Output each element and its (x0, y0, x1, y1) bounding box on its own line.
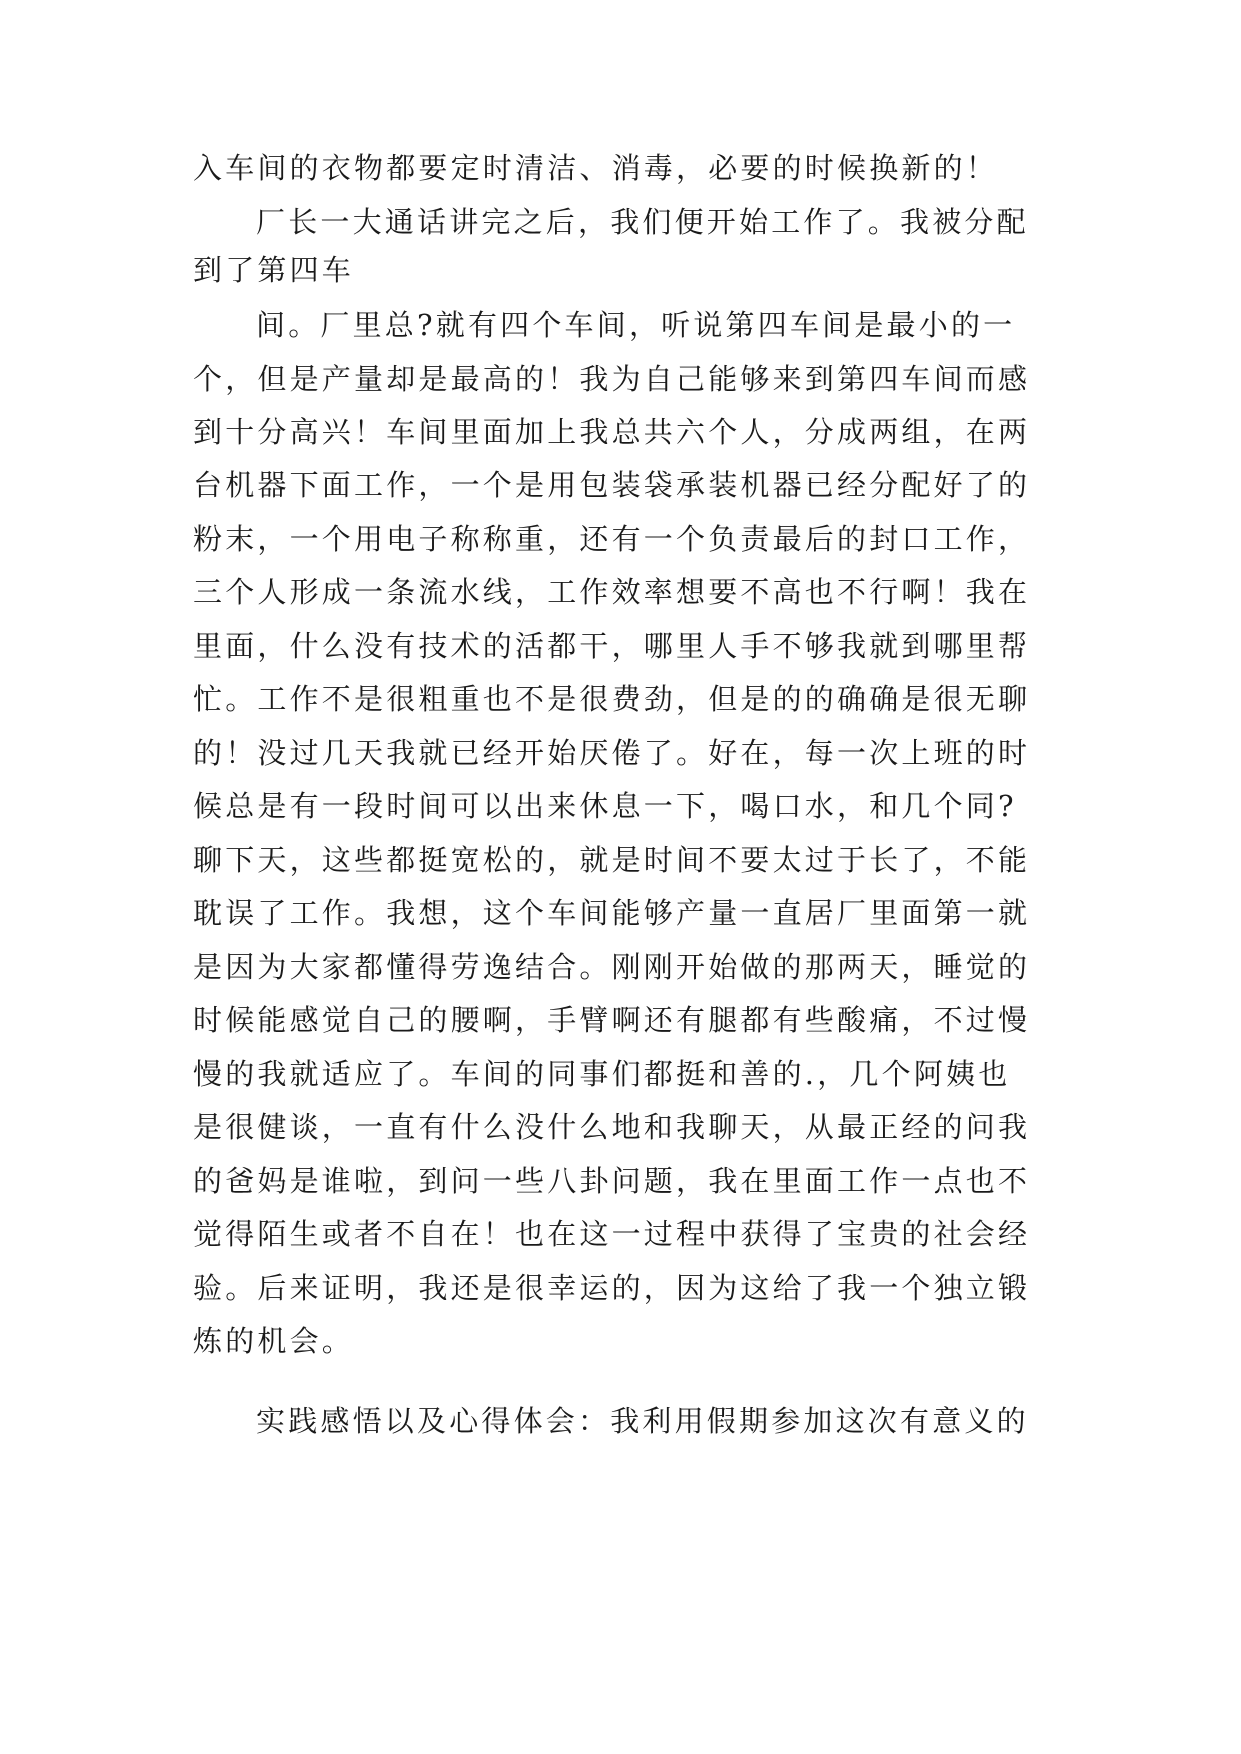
text-line: 炼的机会。 (193, 1324, 355, 1358)
text-line: 觉得陌生或者不自在！也在这一过程中获得了宝贵的社会经 (193, 1217, 1031, 1251)
text-line: 验。后来证明，我还是很幸运的，因为这给了我一个独立锻 (193, 1271, 1031, 1305)
text-line: 慢的我就适应了。车间的同事们都挺和善的.，几个阿姨也 (193, 1057, 1011, 1091)
text-line: 台机器下面工作，一个是用包装袋承装机器已经分配好了的 (193, 468, 1031, 502)
text-line: 粉末，一个用电子称称重，还有一个负责最后的封口工作， (193, 522, 1031, 556)
text-line: 里面，什么没有技术的活都干，哪里人手不够我就到哪里帮 (193, 629, 1031, 663)
text-line: 是因为大家都懂得劳逸结合。刚刚开始做的那两天，睡觉的 (193, 950, 1031, 984)
text-line: 的爸妈是谁啦，到问一些八卦问题，我在里面工作一点也不 (193, 1164, 1031, 1198)
paragraph-start-line: 间。厂里总?就有四个车间，听说第四车间是最小的一 (256, 308, 1016, 342)
text-line: 忙。工作不是很粗重也不是很费劲，但是的的确确是很无聊 (193, 682, 1031, 716)
text-line: 到十分高兴！车间里面加上我总共六个人，分成两组，在两 (193, 415, 1031, 449)
text-line: 耽误了工作。我想，这个车间能够产量一直居厂里面第一就 (193, 896, 1031, 930)
text-line: 个，但是产量却是最高的！我为自己能够来到第四车间而感 (193, 362, 1031, 396)
paragraph-start-line: 实践感悟以及心得体会：我利用假期参加这次有意义的 (256, 1404, 1029, 1438)
text-line: 候总是有一段时间可以出来休息一下，喝口水，和几个同? (193, 789, 1017, 823)
text-line: 的！没过几天我就已经开始厌倦了。好在，每一次上班的时 (193, 736, 1031, 770)
paragraph-start-line: 厂长一大通话讲完之后，我们便开始工作了。我被分配 (256, 205, 1029, 239)
text-line: 聊下天，这些都挺宽松的，就是时间不要太过于长了，不能 (193, 843, 1031, 877)
text-line: 时候能感觉自己的腰啊，手臂啊还有腿都有些酸痛，不过慢 (193, 1003, 1031, 1037)
text-line: 是很健谈，一直有什么没什么地和我聊天，从最正经的问我 (193, 1110, 1031, 1144)
text-line: 三个人形成一条流水线，工作效率想要不高也不行啊！我在 (193, 575, 1031, 609)
text-line: 到了第四车 (193, 253, 355, 287)
text-line: 入车间的衣物都要定时清洁、消毒，必要的时候换新的！ (193, 151, 999, 185)
